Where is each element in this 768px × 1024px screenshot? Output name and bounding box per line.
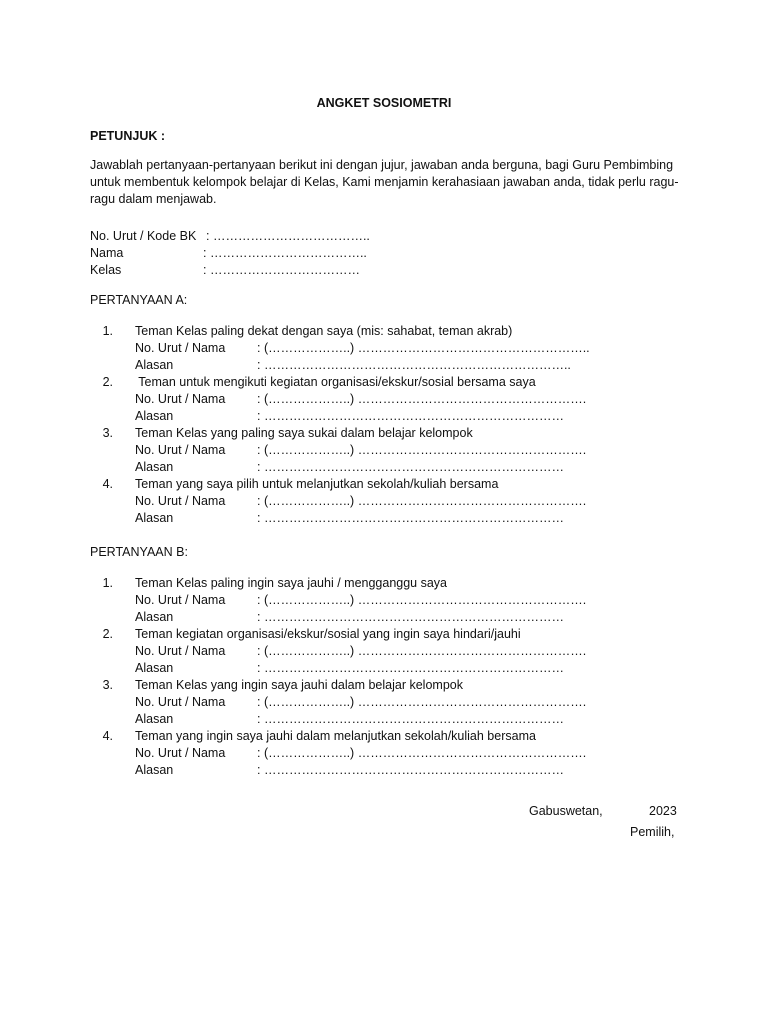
nama-label: No. Urut / Nama	[135, 341, 226, 355]
identity-value: : ………………………………..	[206, 229, 370, 243]
alasan-field: : ………………………………………………………………	[257, 712, 564, 726]
identity-label: Kelas	[90, 263, 122, 277]
question-text: Teman Kelas paling dekat dengan saya (mis: sahabat, teman akrab)	[135, 324, 513, 338]
question-item	[90, 626, 586, 677]
identity-row-kelas	[90, 262, 370, 279]
identity-label: No. Urut / Kode BK	[90, 229, 197, 243]
nama-field: : (………………..) ……………………………………………….	[257, 392, 587, 406]
signature-role: Pemilih,	[630, 825, 675, 839]
identity-value: : ………………………………..	[203, 246, 367, 260]
question-text: Teman Kelas paling ingin saya jauhi / mengganggu saya	[135, 576, 448, 590]
nama-field: : (………………..) ……………………………………………….	[257, 644, 587, 658]
nama-label: No. Urut / Nama	[135, 494, 226, 508]
identity-value: : ………………………………	[203, 263, 360, 277]
question-text: Teman kegiatan organisasi/ekskur/sosial yang ingin saya hindari/jauhi	[135, 627, 521, 641]
question-text: Teman Kelas yang paling saya sukai dalam belajar kelompok	[135, 426, 473, 440]
nama-label: No. Urut / Nama	[135, 644, 226, 658]
identity-label: Nama	[90, 246, 124, 260]
nama-label: No. Urut / Nama	[135, 695, 226, 709]
nama-field: : (………………..) ……………………………………………….	[257, 746, 587, 760]
nama-label: No. Urut / Nama	[135, 443, 226, 457]
nama-field: : (………………..) ………………………………………………..	[257, 341, 590, 355]
question-text: Teman Kelas yang ingin saya jauhi dalam belajar kelompok	[135, 678, 463, 692]
alasan-label: Alasan	[135, 712, 174, 726]
alasan-label: Alasan	[135, 610, 174, 624]
nama-field: : (………………..) ……………………………………………….	[257, 494, 587, 508]
alasan-field: : ………………………………………………………………	[257, 409, 564, 423]
question-text: Teman untuk mengikuti kegiatan organisasi/ekskur/sosial bersama saya	[135, 375, 536, 389]
question-text: Teman yang ingin saya jauhi dalam melanjutkan sekolah/kuliah bersama	[135, 729, 536, 743]
alasan-field: : ………………………………………………………………	[257, 610, 564, 624]
alasan-label: Alasan	[135, 763, 174, 777]
identity-row-nama	[90, 245, 370, 262]
question-number: 4.	[102, 729, 113, 743]
identity-row-kode	[90, 228, 370, 245]
alasan-field: : ………………………………………………………………	[257, 460, 564, 474]
question-number: 1.	[102, 324, 113, 338]
question-number: 3.	[102, 426, 113, 440]
section-b-heading: PERTANYAAN B:	[90, 545, 188, 559]
nama-label: No. Urut / Nama	[135, 392, 226, 406]
petunjuk-heading: PETUNJUK :	[90, 129, 166, 143]
signature-place: Gabuswetan,	[529, 804, 603, 818]
alasan-field: : ………………………………………………………………	[257, 763, 564, 777]
question-item	[90, 425, 590, 476]
question-item	[90, 575, 586, 626]
alasan-field: : ………………………………………………………………	[257, 511, 564, 525]
question-text: Teman yang saya pilih untuk melanjutkan sekolah/kuliah bersama	[135, 477, 499, 491]
nama-label: No. Urut / Nama	[135, 746, 226, 760]
document-title: ANGKET SOSIOMETRI	[316, 96, 452, 110]
question-item	[90, 374, 590, 425]
section-a-heading: PERTANYAAN A:	[90, 293, 188, 307]
question-item	[90, 728, 586, 779]
nama-field: : (………………..) ……………………………………………….	[257, 593, 587, 607]
section-a	[90, 292, 590, 527]
nama-label: No. Urut / Nama	[135, 593, 226, 607]
question-item	[90, 476, 590, 527]
question-number: 4.	[102, 477, 113, 491]
question-item	[90, 323, 590, 374]
alasan-field: : ………………………………………………………………	[257, 661, 564, 675]
question-number: 2.	[102, 375, 113, 389]
signature-year: 2023	[649, 804, 677, 818]
nama-field: : (………………..) ……………………………………………….	[257, 695, 587, 709]
alasan-label: Alasan	[135, 511, 174, 525]
alasan-field: : ………………………………………………………………..	[257, 358, 571, 372]
alasan-label: Alasan	[135, 358, 174, 372]
nama-field: : (………………..) ……………………………………………….	[257, 443, 587, 457]
section-b	[90, 544, 586, 779]
question-number: 3.	[102, 678, 113, 692]
alasan-label: Alasan	[135, 409, 174, 423]
intro-paragraph: Jawablah pertanyaan-pertanyaan berikut ini dengan jujur, jawaban anda berguna, bagi Guru Pembimbing untuk membentuk kelompok belajar di Kelas, Kami menjamin kerahasiaan jawaban anda, tidak perlu ragu-ragu dalam menjawab.	[90, 158, 679, 206]
identity-block	[90, 228, 370, 279]
question-item	[90, 677, 586, 728]
question-number: 1.	[102, 576, 113, 590]
question-number: 2.	[102, 627, 113, 641]
alasan-label: Alasan	[135, 460, 174, 474]
alasan-label: Alasan	[135, 661, 174, 675]
